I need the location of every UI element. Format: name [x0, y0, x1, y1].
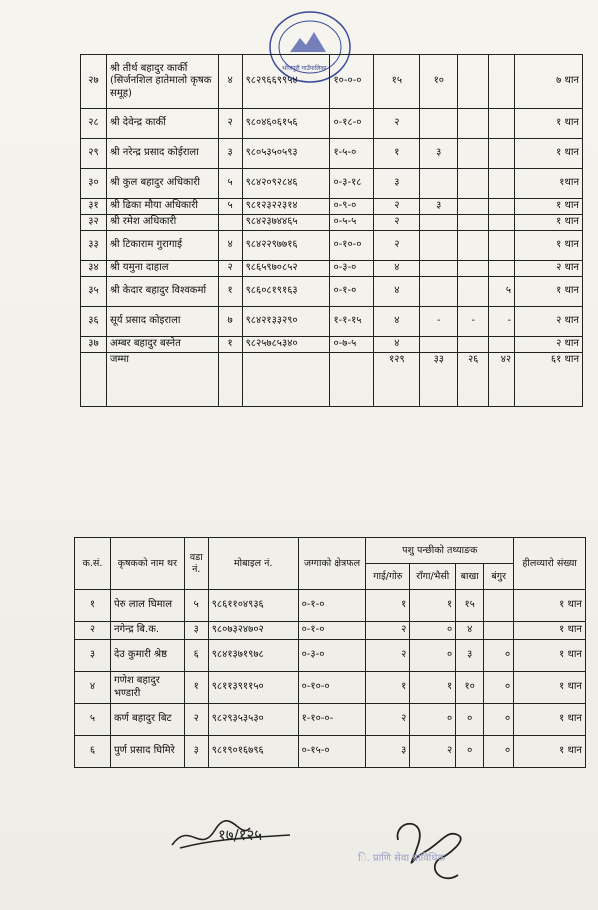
- cell-hive: १ थान: [515, 231, 583, 261]
- cell-c3: [458, 169, 489, 199]
- table-row: [81, 109, 583, 139]
- cell-c4: ५: [489, 277, 515, 307]
- cell-name: श्री देवेन्द्र कार्की: [106, 109, 218, 139]
- cell-ward: २: [218, 261, 242, 277]
- cell-mobile: ९८४२१३३२९०: [242, 307, 330, 337]
- cell-ward: ४: [218, 231, 242, 261]
- cell-ward: ६: [184, 640, 208, 672]
- cell-name: कर्ण बहादुर बिट: [110, 704, 184, 736]
- cell-sn: ३४: [81, 261, 107, 277]
- cell-sn: ३५: [81, 277, 107, 307]
- cell-cow: २: [366, 622, 410, 640]
- cell-c1: ४: [374, 261, 420, 277]
- cell-ward: ४: [218, 55, 242, 109]
- cell-c2: [420, 337, 458, 353]
- cell-ward: ५: [218, 199, 242, 215]
- header-livestock: पशु पन्छीको तथ्याङक: [366, 538, 514, 564]
- cell-sn: २७: [81, 55, 107, 109]
- cell-goat: १०: [456, 672, 484, 704]
- cell-mobile: ९८४२२९७७१६: [242, 231, 330, 261]
- cell-mobile: ९८४१३७१९७८: [208, 640, 298, 672]
- cell-c4: [489, 139, 515, 169]
- cell-buffalo: १: [410, 590, 456, 622]
- cell-buffalo: ०: [410, 622, 456, 640]
- cell-ward: ३: [218, 139, 242, 169]
- cell-hive: २ थान: [515, 337, 583, 353]
- cell-hive: १ थान: [515, 215, 583, 231]
- cell-area: ०-३-०: [330, 261, 374, 277]
- cell-name: श्री यमुना दाहाल: [106, 261, 218, 277]
- cell-sn: ३१: [81, 199, 107, 215]
- header-pig: बंगुर: [484, 564, 514, 590]
- cell-c4: [489, 169, 515, 199]
- cell-hive: १ थान: [515, 109, 583, 139]
- table-row: [81, 307, 583, 337]
- cell-buffalo: ०: [410, 640, 456, 672]
- cell-mobile: ९८२५७८५३४०: [242, 337, 330, 353]
- cell-pig: ०: [484, 736, 514, 768]
- cell-ward: २: [218, 109, 242, 139]
- cell-c2: [420, 215, 458, 231]
- cell-name: श्री तीर्थ बहादुर कार्की (सिर्जनशिल हातेमालो कृषक समूह): [106, 55, 218, 109]
- cell-goat: ४: [456, 622, 484, 640]
- header-cow: गाई/गोरु: [366, 564, 410, 590]
- cell-hive: १ थान: [514, 704, 586, 736]
- cell-c3: [458, 215, 489, 231]
- cell-empty: [81, 353, 107, 407]
- cell-name: पेरु लाल घिमाल: [110, 590, 184, 622]
- cell-hive: १ थान: [514, 672, 586, 704]
- table-row: [81, 55, 583, 109]
- header-mobile: मोबाइल नं.: [208, 538, 298, 590]
- cell-c2: -: [420, 307, 458, 337]
- cell-c1: ३: [374, 169, 420, 199]
- table-row: [81, 231, 583, 261]
- cell-sn: २९: [81, 139, 107, 169]
- cell-area: १०-०-०: [330, 55, 374, 109]
- cell-name: पुर्ण प्रसाद घिमिरे: [110, 736, 184, 768]
- cell-name: नगेन्द्र बि.क.: [110, 622, 184, 640]
- cell-area: ०-१-०: [330, 277, 374, 307]
- cell-c4: [489, 215, 515, 231]
- cell-sn: ४: [75, 672, 111, 704]
- header-area: जग्गाको क्षेत्रफल: [298, 538, 366, 590]
- cell-empty: [330, 353, 374, 407]
- cell-area: ०-१-०: [298, 622, 366, 640]
- cell-mobile: ९८०७३२४७०२: [208, 622, 298, 640]
- cell-hive: ७ थान: [515, 55, 583, 109]
- cell-c4: [489, 231, 515, 261]
- cell-total-c3: २६: [458, 353, 489, 407]
- cell-hive: १ थान: [515, 277, 583, 307]
- cell-hive: १ थान: [514, 622, 586, 640]
- cell-hive: १ थान: [515, 199, 583, 215]
- cell-c2: १०: [420, 55, 458, 109]
- cell-c1: २: [374, 199, 420, 215]
- cell-hive: २ थान: [515, 261, 583, 277]
- cell-sn: ३६: [81, 307, 107, 337]
- cell-c3: [458, 261, 489, 277]
- cell-c3: [458, 109, 489, 139]
- cell-buffalo: ०: [410, 704, 456, 736]
- table-row: [75, 640, 586, 672]
- cell-name: अम्बर बहादुर बस्नेत: [106, 337, 218, 353]
- table-row: [81, 261, 583, 277]
- cell-ward: १: [218, 337, 242, 353]
- cell-c1: ४: [374, 307, 420, 337]
- cell-ward: १: [218, 277, 242, 307]
- cell-mobile: ९८११३९११५०: [208, 672, 298, 704]
- cell-ward: ३: [184, 622, 208, 640]
- cell-c3: [458, 139, 489, 169]
- cell-sn: ३०: [81, 169, 107, 199]
- cell-ward: २: [184, 704, 208, 736]
- cell-pig: ०: [484, 640, 514, 672]
- table-row: [75, 622, 586, 640]
- cell-c4: [489, 261, 515, 277]
- cell-sn: ६: [75, 736, 111, 768]
- cell-c1: १५: [374, 55, 420, 109]
- cell-mobile: ९८२९३५३५३०: [208, 704, 298, 736]
- cell-ward: ५: [184, 590, 208, 622]
- cell-c3: [458, 55, 489, 109]
- cell-c3: [458, 199, 489, 215]
- farmer-list-table-continued: [80, 54, 583, 407]
- header-buffalo: राँगा/भैसी: [410, 564, 456, 590]
- cell-total-c2: ३३: [420, 353, 458, 407]
- table-row: [75, 672, 586, 704]
- table-row: [81, 337, 583, 353]
- cell-empty: [242, 353, 330, 407]
- cell-sn: ५: [75, 704, 111, 736]
- cell-cow: १: [366, 672, 410, 704]
- cell-ward: ५: [218, 169, 242, 199]
- cell-area: ०-१०-०: [298, 672, 366, 704]
- cell-mobile: ९८०४६०६१५६: [242, 109, 330, 139]
- cell-c4: [489, 109, 515, 139]
- cell-cow: १: [366, 590, 410, 622]
- cell-area: ०-१०-०: [330, 231, 374, 261]
- table-row: [81, 139, 583, 169]
- cell-pig: [484, 622, 514, 640]
- cell-pig: ०: [484, 704, 514, 736]
- cell-cow: ३: [366, 736, 410, 768]
- cell-c4: [489, 199, 515, 215]
- cell-name: श्री टिकाराम गुरागाई: [106, 231, 218, 261]
- cell-goat: ०: [456, 736, 484, 768]
- cell-hive: १ थान: [514, 736, 586, 768]
- cell-c2: ३: [420, 139, 458, 169]
- cell-area: ०-५-५: [330, 215, 374, 231]
- cell-c1: १: [374, 139, 420, 169]
- header-goat: बाखा: [456, 564, 484, 590]
- table-row: [81, 277, 583, 307]
- cell-area: १-५-०: [330, 139, 374, 169]
- cell-mobile: ९८१२३२२३१४: [242, 199, 330, 215]
- cell-goat: ३: [456, 640, 484, 672]
- cell-mobile: ९८४२३७४४६५: [242, 215, 330, 231]
- cell-ward: ३: [184, 736, 208, 768]
- cell-c1: ४: [374, 337, 420, 353]
- cell-name: श्री ढिका मौया अधिकारी: [106, 199, 218, 215]
- table-row: [75, 736, 586, 768]
- cell-sn: २: [75, 622, 111, 640]
- cell-mobile: ९८०५३५०५९३: [242, 139, 330, 169]
- cell-total-c4: ४२: [489, 353, 515, 407]
- cell-mobile: ९८६११०४९३६: [208, 590, 298, 622]
- cell-c2: [420, 169, 458, 199]
- cell-area: ०-१८-०: [330, 109, 374, 139]
- cell-sn: २८: [81, 109, 107, 139]
- cell-c3: [458, 277, 489, 307]
- cell-name: श्री कुल बहादुर अधिकारी: [106, 169, 218, 199]
- cell-c3: [458, 231, 489, 261]
- cell-name: गणेश बहादुर भण्डारी: [110, 672, 184, 704]
- cell-mobile: ९८१९०१६७९६: [208, 736, 298, 768]
- table-row: [81, 215, 583, 231]
- table-row: [81, 199, 583, 215]
- header-hive: हीलव्यारो संख्या: [514, 538, 586, 590]
- cell-hive: १ थान: [514, 640, 586, 672]
- cell-cow: २: [366, 640, 410, 672]
- total-row: [81, 353, 583, 407]
- cell-c3: [458, 337, 489, 353]
- cell-total-label: जम्मा: [106, 353, 218, 407]
- cell-ward: १: [184, 672, 208, 704]
- cell-buffalo: २: [410, 736, 456, 768]
- cell-goat: १५: [456, 590, 484, 622]
- table-row: [75, 590, 586, 622]
- header-sn: क.सं.: [75, 538, 111, 590]
- cell-name: श्री रमेश अधिकारी: [106, 215, 218, 231]
- cell-area: ०-१५-०: [298, 736, 366, 768]
- cell-empty: [218, 353, 242, 407]
- cell-c3: -: [458, 307, 489, 337]
- cell-area: १-१०-०-: [298, 704, 366, 736]
- cell-c1: ४: [374, 277, 420, 307]
- cell-name: देउ कुमारी श्रेष्ठ: [110, 640, 184, 672]
- cell-mobile: ९८६५९७०८५२: [242, 261, 330, 277]
- cell-mobile: ९८६०८१९१६३: [242, 277, 330, 307]
- cell-name: श्री केदार बहादुर विश्वकर्मा: [106, 277, 218, 307]
- cell-c1: २: [374, 215, 420, 231]
- cell-area: ०-३-१८: [330, 169, 374, 199]
- cell-c2: [420, 277, 458, 307]
- cell-sn: ३२: [81, 215, 107, 231]
- header-ward: वडा नं.: [184, 538, 208, 590]
- cell-area: १-१-१५: [330, 307, 374, 337]
- cell-c1: २: [374, 109, 420, 139]
- cell-c2: [420, 231, 458, 261]
- cell-c4: [489, 55, 515, 109]
- cell-area: ०-३-०: [298, 640, 366, 672]
- cell-sn: ३३: [81, 231, 107, 261]
- cell-area: ०-७-५: [330, 337, 374, 353]
- cell-area: ०-९-०: [330, 199, 374, 215]
- header-name: कृषकको नाम थर: [110, 538, 184, 590]
- cell-buffalo: १: [410, 672, 456, 704]
- farmer-list-table: [74, 537, 586, 768]
- cell-mobile: ९८४२०९२८४६: [242, 169, 330, 199]
- cell-ward: [218, 215, 242, 231]
- cell-c4: [489, 337, 515, 353]
- cell-sn: ३: [75, 640, 111, 672]
- cell-total-hive: ६१ थान: [515, 353, 583, 407]
- cell-hive: २ थान: [515, 307, 583, 337]
- cell-total-c1: १२९: [374, 353, 420, 407]
- cell-area: ०-१-०: [298, 590, 366, 622]
- cell-c2: ३: [420, 199, 458, 215]
- cell-name: सूर्य प्रसाद कोइराला: [106, 307, 218, 337]
- cell-c2: [420, 109, 458, 139]
- signature-left: [170, 810, 300, 860]
- svg-text:भोजपुरी गाउँपालिका: भोजपुरी गाउँपालिका: [282, 65, 327, 72]
- svg-text:१७/१२५: १७/१२५: [218, 826, 263, 844]
- cell-hive: १थान: [515, 169, 583, 199]
- faded-stamp-text: ि. प्राणि सेवा प्राविधिक: [358, 853, 446, 864]
- cell-sn: १: [75, 590, 111, 622]
- cell-hive: १ थान: [514, 590, 586, 622]
- table-row: [75, 704, 586, 736]
- cell-c4: -: [489, 307, 515, 337]
- cell-goat: ०: [456, 704, 484, 736]
- cell-name: श्री नरेन्द्र प्रसाद कोईराला: [106, 139, 218, 169]
- cell-hive: १ थान: [515, 139, 583, 169]
- table-row: [81, 169, 583, 199]
- cell-pig: ०: [484, 672, 514, 704]
- cell-sn: ३७: [81, 337, 107, 353]
- cell-pig: [484, 590, 514, 622]
- cell-c2: [420, 261, 458, 277]
- cell-ward: ७: [218, 307, 242, 337]
- cell-cow: २: [366, 704, 410, 736]
- cell-mobile: ९८२९६६९९५४: [242, 55, 330, 109]
- cell-c1: २: [374, 231, 420, 261]
